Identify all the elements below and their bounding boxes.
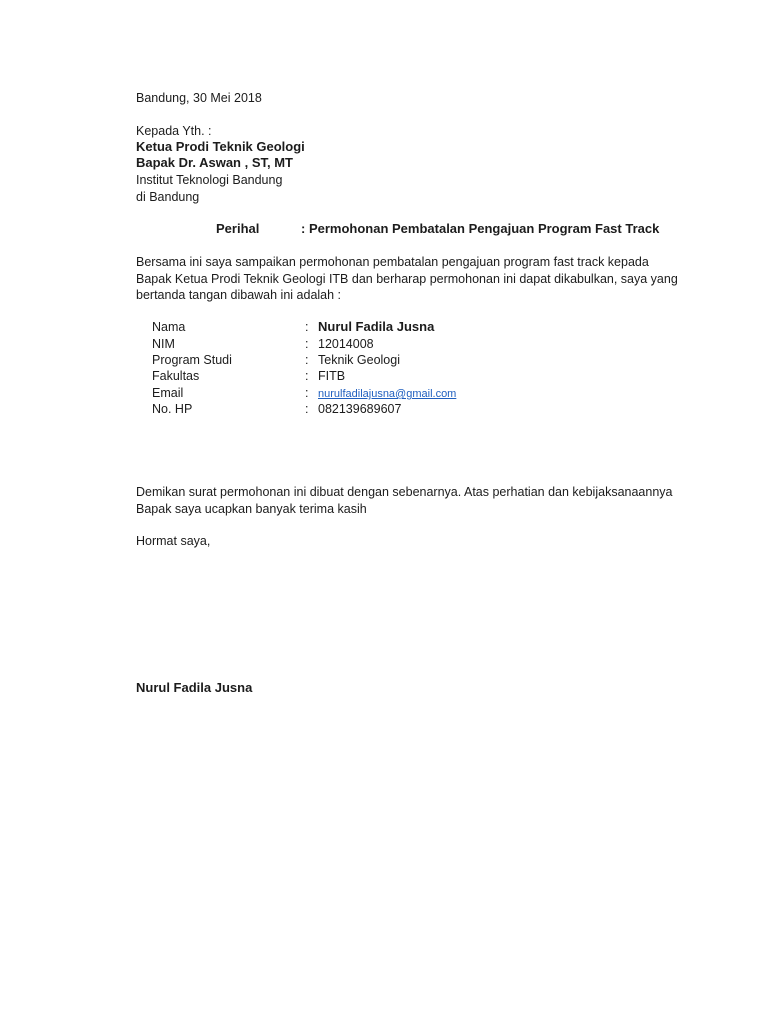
recipient-city: di Bandung (136, 190, 200, 204)
identity-value-phone: 082139689607 (318, 402, 402, 416)
closing-paragraph (136, 484, 673, 517)
recipient-institution: Institut Teknologi Bandung (136, 173, 283, 187)
recipient-salutation: Kepada Yth. : (136, 124, 212, 138)
identity-separator: : (305, 369, 309, 383)
identity-value-name: Nurul Fadila Jusna (318, 319, 435, 334)
signature-name: Nurul Fadila Jusna (136, 680, 253, 695)
identity-separator: : (305, 353, 309, 367)
intro-line: bertanda tangan dibawah ini adalah : (136, 288, 342, 302)
recipient-name: Bapak Dr. Aswan , ST, MT (136, 155, 294, 170)
subject-text: : Permohonan Pembatalan Pengajuan Program Fast Track (301, 221, 660, 236)
intro-paragraph (136, 254, 678, 304)
subject-label: Perihal (216, 221, 260, 236)
identity-value-faculty: FITB (318, 369, 346, 383)
identity-separator: : (305, 386, 309, 400)
intro-line: Bersama ini saya sampaikan permohonan pembatalan pengajuan program fast track kepada (136, 255, 649, 269)
place-date: Bandung, 30 Mei 2018 (136, 91, 262, 105)
email-link[interactable]: nurulfadilajusna@gmail.com (318, 388, 457, 400)
identity-value-program: Teknik Geologi (318, 353, 400, 367)
identity-label: NIM (152, 337, 175, 351)
closing-line: Demikan surat permohonan ini dibuat dengan sebenarnya. Atas perhatian dan kebijaksanaannya (136, 485, 673, 499)
identity-label: Nama (152, 320, 186, 334)
regards: Hormat saya, (136, 534, 211, 548)
identity-label: No. HP (152, 402, 193, 416)
recipient-title: Ketua Prodi Teknik Geologi (136, 139, 305, 154)
identity-separator: : (305, 320, 309, 334)
closing-line: Bapak saya ucapkan banyak terima kasih (136, 501, 367, 516)
identity-label: Fakultas (152, 369, 200, 383)
identity-separator: : (305, 337, 309, 351)
identity-label: Email (152, 386, 184, 400)
identity-value-nim: 12014008 (318, 337, 374, 351)
identity-separator: : (305, 402, 309, 416)
intro-line: Bapak Ketua Prodi Teknik Geologi ITB dan berharap permohonan ini dapat dikabulkan, saya yang (136, 271, 678, 286)
identity-label: Program Studi (152, 353, 232, 367)
